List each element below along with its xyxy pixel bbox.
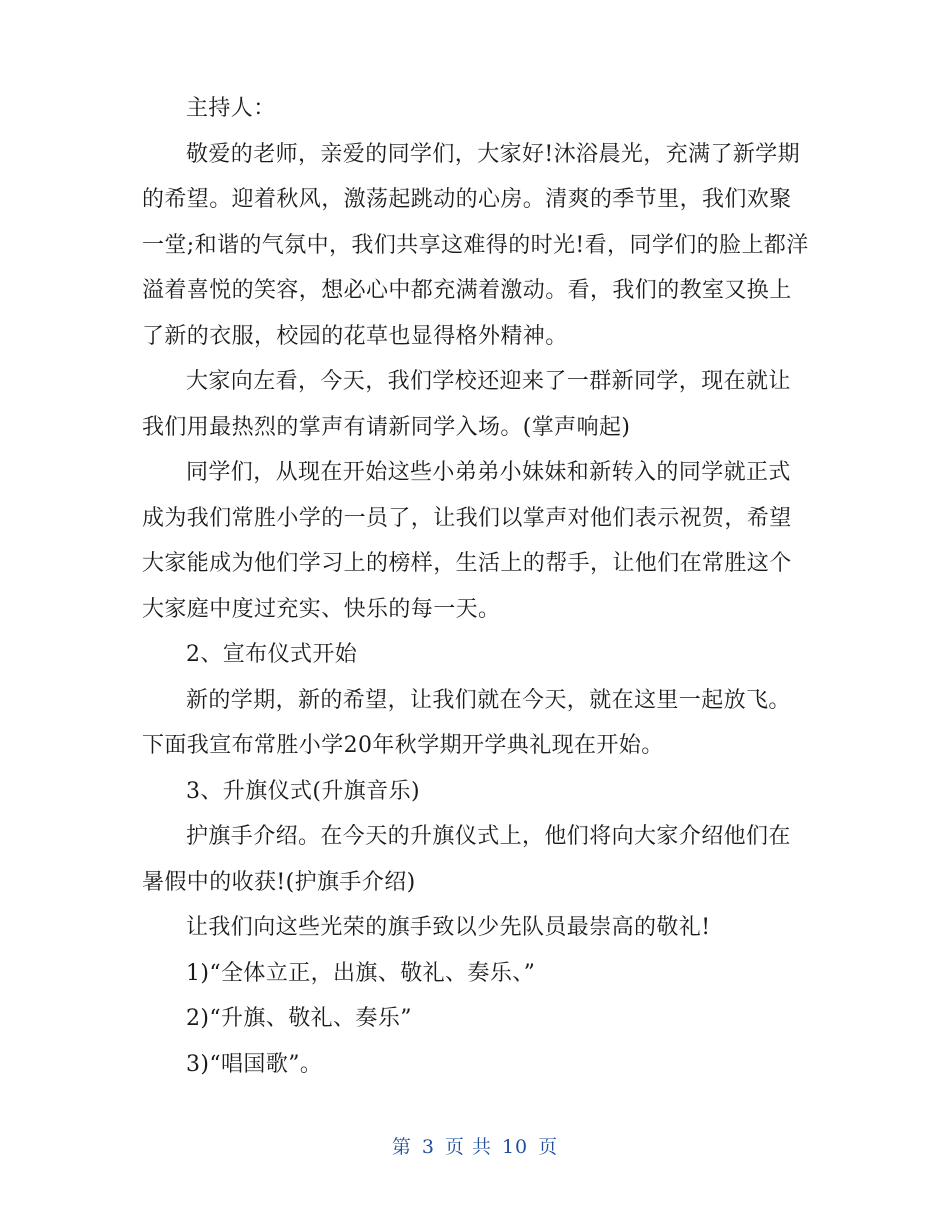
paragraph-ceremony-announcement: 新的学期，新的希望，让我们就在今天，就在这里一起放飞。下面我宣布常胜小学20年秋学期开学典礼现在开始。 [142,687,791,758]
list-item-step-1: 1)“全体立正，出旗、敬礼、奏乐、” [186,960,536,986]
list-item-step-3: 3)“唱国歌”。 [186,1051,323,1077]
page-number-footer [0,1132,950,1159]
footer-suffix: 页 [538,1136,559,1158]
list-item-step-2: 2)“升旗、敬礼、奏乐” [186,1006,412,1031]
footer-middle: 页 共 [444,1136,492,1158]
section-heading-flag-raising: 3、升旗仪式(升旗音乐) [186,778,420,804]
section-heading-ceremony-start: 2、宣布仪式开始 [186,642,358,667]
paragraph-flag-guard-intro: 护旗手介绍。在今天的升旗仪式上，他们将向大家介绍他们在暑假中的收获!(护旗手介绍) [142,824,791,895]
footer-prefix: 第 [391,1136,412,1158]
document-body [142,86,810,1087]
paragraph-new-students-entrance: 大家向左看，今天，我们学校还迎来了一群新同学，现在就让我们用最热烈的掌声有请新同学入场。(掌声响起) [142,369,791,440]
paragraph-opening-greeting: 敬爱的老师，亲爱的同学们，大家好!沐浴晨光，充满了新学期的希望。迎着秋风，激荡起跳动的心房。清爽的季节里，我们欢聚一堂;和谐的气氛中，我们共享这难得的时光!看，同学们的脸上都洋溢着喜悦的笑容，想必心中都充满着激动。看，我们的教室又换上了新的衣服，校园的花草也显得格外精神。 [142,141,809,349]
paragraph-host-label: 主持人： [186,96,276,121]
paragraph-salute: 让我们向这些光荣的旗手致以少先队员最崇高的敬礼! [186,915,711,940]
paragraph-welcome-new-students: 同学们，从现在开始这些小弟弟小妹妹和新转入的同学就正式成为我们常胜小学的一员了，让我们以掌声对他们表示祝贺，希望大家能成为他们学习上的榜样，生活上的帮手，让他们在常胜这个大家庭中度过充实、快乐的每一天。 [142,460,792,622]
footer-current-page: 3 [421,1136,435,1158]
footer-total-pages: 10 [501,1136,529,1158]
